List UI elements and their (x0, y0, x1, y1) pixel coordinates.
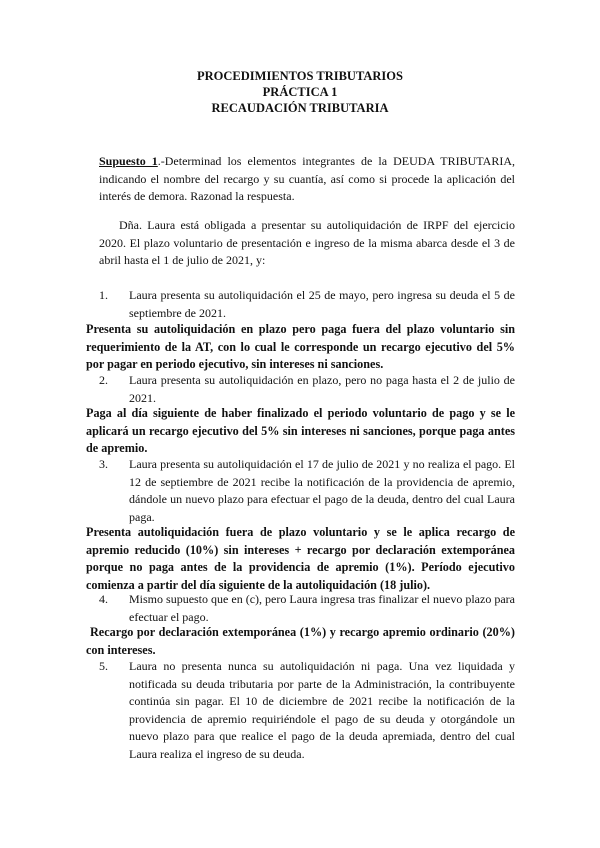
item-text: Laura presenta su autoliquidación el 25 de mayo, pero ingresa su deuda el 5 de septiembre de 2021. (129, 288, 515, 320)
list-item (99, 658, 515, 763)
supuesto-statement (99, 153, 515, 206)
item-text: Laura presenta su autoliquidación en plazo, pero no paga hasta el 2 de julio de 2021. (129, 373, 515, 405)
item-number: 2. (99, 373, 108, 387)
item-text: Laura no presenta nunca su autoliquidación ni paga. Una vez liquidada y notificada su deuda tributaria por parte de la Administración, la contribuyente continúa sin pagar. El 10 de diciembre de 2021 recibe la notificación de la providencia de apremio requiriéndole el pago de su deuda y otorgándole un nuevo plazo para que realice el pago de la deuda apremiada, dentro del cual Laura realiza el ingreso de su deuda. (129, 659, 515, 761)
list-item (99, 372, 515, 407)
item-answer: Presenta autoliquidación fuera de plazo voluntario y se le aplica recargo de apremio reducido (10%) sin intereses + recargo por declaración extemporánea porque no paga antes de la providencia de apremio (1%). Período ejecutivo comienza a partir del día siguiente de la autoliquidación (18 julio). (86, 525, 515, 592)
item-number: 5. (99, 659, 108, 673)
list-item (99, 287, 515, 322)
supuesto-text: .-Determinad los elementos integrantes de la DEUDA TRIBUTARIA, indicando el nombre del recargo y su cuantía, así como si procede la aplicación del interés de demora. Razonad la respuesta. (99, 154, 515, 203)
item-text: Mismo supuesto que en (c), pero Laura ingresa tras finalizar el nuevo plazo para efectuar el pago. (129, 592, 515, 624)
practice-title: PRÁCTICA 1 (262, 85, 338, 99)
intro-paragraph: Dña. Laura está obligada a presentar su autoliquidación de IRPF del ejercicio 2020. El plazo voluntario de presentación e ingreso de la misma abarca desde el 3 de abril hasta el 1 de julio de 2021, y: (99, 218, 515, 267)
list-item (99, 591, 515, 626)
item-answer: Presenta su autoliquidación en plazo pero paga fuera del plazo voluntario sin requerimiento de la AT, con lo cual le corresponde un recargo ejecutivo del 5% por pagar en periodo ejecutivo, sin intereses ni sanciones. (86, 322, 515, 371)
item-answer: Recargo por declaración extemporánea (1%) y recargo apremio ordinario (20%) con intereses. (86, 625, 515, 657)
item-number: 1. (99, 288, 108, 302)
topic-title: RECAUDACIÓN TRIBUTARIA (211, 101, 389, 115)
item-number: 3. (99, 457, 108, 471)
list-item (99, 456, 515, 526)
item-text: Laura presenta su autoliquidación el 17 de julio de 2021 y no realiza el pago. El 12 de septiembre de 2021 recibe la notificación de la providencia de apremio, dándole un nuevo plazo para efectuar el pago de la deuda, dentro del cual Laura paga. (129, 457, 515, 524)
document-header (0, 68, 600, 116)
supuesto-label: Supuesto 1 (99, 154, 158, 168)
item-number: 4. (99, 592, 108, 606)
course-title: PROCEDIMIENTOS TRIBUTARIOS (197, 69, 403, 83)
item-answer: Paga al día siguiente de haber finalizado el periodo voluntario de pago y se le aplicará un recargo ejecutivo del 5% sin intereses ni sanciones, porque paga antes de apremio. (86, 406, 515, 455)
